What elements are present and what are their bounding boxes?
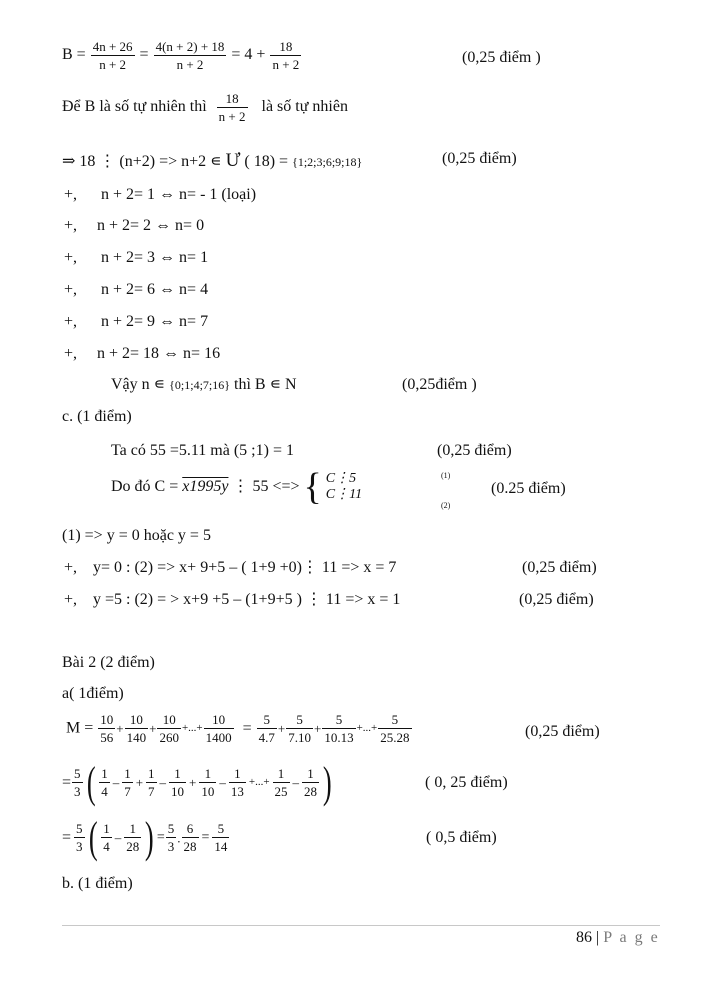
frac-num: 18 [217,92,248,108]
frac-den: 56 [100,730,114,745]
m-frac [257,713,277,744]
b-expression [62,40,302,71]
op: + [135,775,144,791]
case-text: n + 2= 6 ⇔ n= 4 [101,281,209,298]
frac-num: 5 [322,713,355,729]
part-c-line2-score: (0.25 điểm) [491,480,566,497]
frac-den: n + 2 [218,109,246,124]
op: – [112,775,120,791]
frac-den: n + 2 [176,57,204,72]
left-paren: ( [88,813,98,862]
page-label: P a g e [603,929,660,946]
m-frac [204,713,234,744]
frac-den: 7 [148,784,155,800]
case-text: n + 2= 18 ⇔ n= 16 [97,345,221,362]
frac-num: 10 [157,713,181,729]
conclusion-set: {0;1;4;7;16} [169,378,230,392]
divisor-set: {1;2;3;6;9;18} [292,155,363,169]
term-frac [99,767,110,798]
m-expression: M = $\frac{10}{56}$ + $\frac{10}{140}$ + $\frac{10}{260}$ +...+ $\frac{10}{1400}$ = $\frac{5}{4.7}$ + $\frac{5}{7.10}$ + $\frac{5}{10.13}$ +...+ $\frac{5}{25.28}$ [66,712,410,745]
frac-num: 5 [286,713,313,729]
term-frac [199,767,216,798]
frac-den: 25.28 [380,730,410,745]
condition-line [62,92,348,123]
bai2-heading: Bài 2 (2 điểm) [62,654,155,671]
frac-den: 10.13 [324,730,354,745]
right-paren: ) [322,758,332,807]
op: – [159,775,167,791]
frac-den: 25 [274,784,288,800]
conclusion-line [111,377,297,393]
frac-den: 28 [126,839,140,855]
frac-den: 14 [214,839,228,855]
term-frac [146,767,157,798]
b-score: (0,25 điểm ) [462,49,541,66]
frac-den: 28 [183,839,197,855]
m-frac [378,713,411,744]
part-c-line1: Ta có 55 =5.11 mà (5 ;1) = 1 [111,442,294,459]
divisor-u: Ư [225,150,241,171]
frac-num: 1 [273,767,290,783]
system-brace: { [303,466,322,508]
m-line2-score: ( 0, 25 điểm) [425,774,508,791]
frac-num: 10 [204,713,234,729]
equals: = [139,46,149,64]
part-c-line3: (1) => y = 0 hoặc y = 5 [62,527,211,544]
frac-4n2-18 [154,40,227,71]
footer-separator: | [596,929,600,946]
equals-four-plus: = 4 + [231,46,266,64]
frac-den: 10 [201,784,215,800]
m-lhs: M = [66,719,94,737]
frac-num: 18 [270,40,301,56]
system-equations [326,471,362,503]
term-frac [122,767,133,798]
term-frac [166,822,177,853]
divisor-mid: ( 18) = [244,153,289,170]
frac-den: 7.10 [288,730,311,745]
case-text: n + 2= 1 ⇔ n= - 1 (loại) [101,186,257,203]
bai2-part-b: b. (1 điểm) [62,875,133,892]
frac-num: 1 [124,766,131,782]
m-line3-score: ( 0,5 điểm) [426,829,497,846]
tag-1: (1) [441,471,451,480]
part-c-line4-score: (0,25 điểm) [522,559,597,576]
line2-pre: Do đó C = [111,478,179,496]
part-c-line5: y =5 : (2) = > x+9 +5 – (1+9+5 ) ⋮ 11 => x = 1 [93,591,401,608]
frac-num: 5 [257,713,277,729]
m-frac [286,713,313,744]
result-frac [212,822,229,853]
frac-num: 1 [169,767,186,783]
coef-frac [72,767,83,798]
divisor-score: (0,25 điểm) [442,150,517,167]
frac-num: 5 [74,766,81,782]
part-c-line1-score: (0,25 điểm) [437,442,512,459]
page-number: 86 [576,929,592,946]
frac-num: 4n + 26 [92,39,133,54]
case-plus: +, [64,186,78,203]
m-score: (0,25 điểm) [525,723,600,740]
left-paren: ( [86,758,96,807]
term-frac [182,822,199,853]
term-frac [229,767,246,798]
frac-num: 10 [100,712,114,727]
frac-num: 10 [125,713,149,729]
coef-frac [74,822,85,853]
condition-post: là số tự nhiên [261,98,348,116]
frac-num: 6 [182,822,199,838]
condition-pre: Để B là số tự nhiên thì [62,98,207,116]
frac-num: 1 [199,767,216,783]
bai2-part-a: a( 1điểm) [62,685,124,702]
m-frac [157,713,181,744]
term-frac [169,767,186,798]
m-line2: = $\frac{5}{3}$ ( $\frac{1}{4}$ – $\frac{1}{7}$ + $\frac{1}{7}$ – $\frac{1}{10}$ + $\frac{1}{10}$ – $\frac{1}{13}$ +...+ $\frac{1}{25}$ – $\frac{1}{28}$ ) [62,758,332,807]
frac-num: 1 [302,767,319,783]
case-plus: +, [64,217,78,234]
system-eq-2: C⋮11 [325,487,363,503]
frac-num: 4(n + 2) + 18 [155,39,225,54]
footer-rule [62,925,660,926]
frac-den: 4 [101,784,108,800]
frac-num: 5 [167,821,175,837]
m-dots: +...+ [356,722,378,734]
op: + [189,775,197,791]
term-frac [124,822,141,853]
part-c-line2 [111,466,363,508]
case-plus: +, [64,281,78,298]
frac-den: 4.7 [258,730,275,745]
part-c-line5-score: (0,25 điểm) [519,591,594,608]
case-text: n + 2= 3 ⇔ n= 1 [101,249,209,266]
part-c-heading: c. (1 điểm) [62,408,132,425]
frac-num: 1 [103,821,110,837]
frac-den: 140 [126,730,147,745]
case-text: n + 2= 9 ⇔ n= 7 [101,313,209,330]
term-frac [101,822,112,853]
divisor-line [62,151,362,170]
frac-num: 1 [229,767,246,783]
case-plus: +, [64,313,78,330]
part-c-line5-plus: +, [64,591,78,608]
frac-den: 10 [171,784,185,800]
divisor-pre: ⇒ 18 ⋮ (n+2) => n+2 ∊ [62,153,222,170]
frac-den: 260 [159,730,179,745]
b-lhs: B = [62,46,86,64]
frac-den: 28 [304,784,318,800]
part-c-line4-plus: +, [64,559,78,576]
frac-den: n + 2 [272,57,300,72]
frac-num: 5 [212,822,229,838]
frac-den: 3 [76,839,83,855]
overline-number: x1995y [182,478,229,496]
op: – [219,775,226,791]
m-frac [98,713,115,744]
frac-num: 1 [124,822,141,838]
case-text: n + 2= 2 ⇔ n= 0 [97,217,205,234]
m-line3: = $\frac{5}{3}$ ( $\frac{1}{4}$ – $\frac{1}{28}$ ) = $\frac{5}{3}$ . $\frac{6}{28}$ = $\frac{5}{14}$ [62,813,228,862]
tag-2: (2) [441,501,451,510]
page-footer [576,929,660,947]
frac-den: 3 [167,839,175,855]
frac-num: 5 [378,713,411,729]
right-paren: ) [145,813,154,862]
frac-num: 1 [148,766,155,782]
frac-num: 1 [101,766,108,782]
conclusion-pre: Vậy n ∊ [111,376,166,393]
frac-den: n + 2 [99,57,127,72]
frac-num: 5 [76,821,83,837]
m-dots: +...+ [181,722,203,734]
frac-18-n2-cond [217,92,248,123]
op: +...+ [248,776,270,789]
m-frac [322,713,355,744]
frac-den: 13 [230,784,244,800]
term-frac [273,767,290,798]
part-c-line4: y= 0 : (2) => x+ 9+5 – ( 1+9 +0)⋮ 11 => x = 7 [93,559,397,576]
conclusion-score: (0,25điểm ) [402,376,477,393]
conclusion-post: thì B ∊ N [234,376,297,393]
frac-18-n2 [270,40,301,71]
line2-post: ⋮ 55 <=> [232,478,300,496]
m-frac [125,713,149,744]
frac-den: 1400 [205,730,232,745]
op: – [292,775,300,791]
system-eq-1: C⋮5 [325,471,357,486]
m-equals: = [242,719,252,737]
term-frac [302,767,319,798]
frac-den: 4 [103,839,110,855]
case-plus: +, [64,249,78,266]
frac-den: 3 [74,784,81,800]
frac-4n26 [91,40,135,71]
frac-den: 7 [124,784,131,800]
case-plus: +, [64,345,78,362]
